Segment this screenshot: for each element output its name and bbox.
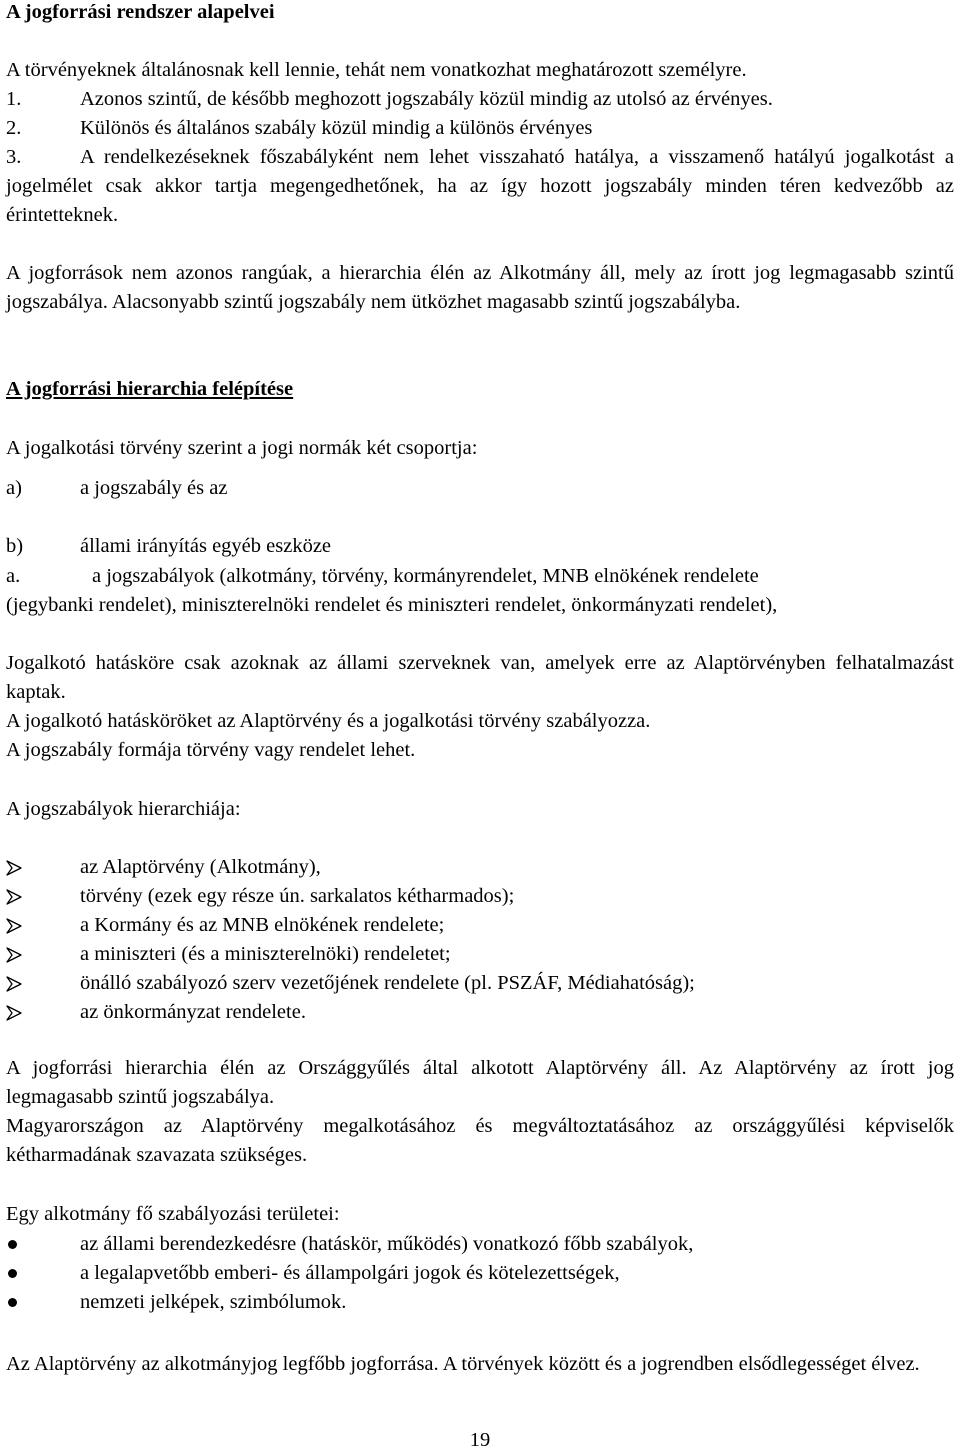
hierarchy-item-text: az önkormányzat rendelete. — [80, 1001, 306, 1023]
principle-text: Különös és általános szabály közül mindig a különös érvényes — [80, 117, 593, 139]
regulated-paragraph: A jogalkotó hatásköröket az Alaptörvény és a jogalkotási törvény szabályozza. — [6, 710, 651, 732]
principle-item — [6, 143, 954, 230]
hierarchy-item-text: törvény (ezek egy része ún. sarkalatos kétharmados); — [80, 885, 515, 907]
page-number: 19 — [469, 1429, 491, 1451]
bullet-dot-icon — [8, 1269, 17, 1278]
bullet-dot-icon — [8, 1298, 17, 1307]
principle-number: 2. — [6, 117, 22, 139]
hierarchy-item — [6, 882, 954, 911]
section-title — [6, 375, 954, 404]
area-item — [6, 1259, 954, 1288]
hierarchy-paragraph: A jogforrások nem azonos rangúak, a hierarchia élén az Alkotmány áll, mely az írott jog legmagasabb szintű jogszabálya. Alacsonyabb szintű jogszabály nem ütközhet magasabb szintű jogszabályba. — [6, 262, 954, 313]
hierarchy-item-text: önálló szabályozó szerv vezetőjének rendelete (pl. PSZÁF, Médiahatóság); — [80, 972, 695, 994]
hierarchy-item-text: az Alaptörvény (Alkotmány), — [80, 856, 321, 878]
group-marker: a) — [6, 477, 22, 499]
bullet-dot-icon — [8, 1240, 17, 1249]
hierarchy-item-text: a Kormány és az MNB elnökének rendelete; — [80, 914, 445, 936]
top-paragraph-2: Magyarországon az Alaptörvény megalkotásához és megváltoztatásához az országgyűlési képviselők kétharmadának szavazata szükséges. — [6, 1115, 954, 1166]
group-text: a jogszabály és az — [80, 477, 228, 499]
group-marker: b) — [6, 535, 24, 557]
area-item — [6, 1288, 954, 1317]
page-title: A jogforrási rendszer alapelvei — [6, 1, 275, 23]
hierarchy-item — [6, 911, 954, 940]
group-text: állami irányítás egyéb eszköze — [80, 535, 332, 557]
arrowhead-bullet-icon — [6, 860, 22, 876]
group-a-line1: a jogszabályok (alkotmány, törvény, kormányrendelet, MNB elnökének rendelete — [92, 565, 759, 587]
hierarchy-item-text: a miniszteri (és a miniszterelnöki) rendeletet; — [80, 943, 451, 965]
area-item — [6, 1230, 954, 1259]
areas-list — [6, 1230, 954, 1317]
group-item — [6, 474, 960, 503]
hierarchy-item — [6, 969, 954, 998]
principle-number: 3. — [6, 146, 22, 168]
areas-title: Egy alkotmány fő szabályozási területei: — [6, 1203, 340, 1225]
form-paragraph: A jogszabály formája törvény vagy rendelet lehet. — [6, 739, 416, 761]
area-item-text: a legalapvetőbb emberi- és állampolgári jogok és kötelezettségek, — [80, 1262, 620, 1284]
principle-text: Azonos szintű, de később meghozott jogszabály közül mindig az utolsó az érvényes. — [80, 88, 773, 110]
arrowhead-bullet-icon — [6, 1005, 22, 1021]
arrowhead-bullet-icon — [6, 889, 22, 905]
groups-intro: A jogalkotási törvény szerint a jogi normák két csoportja: — [6, 437, 478, 459]
top-paragraph-1: A jogforrási hierarchia élén az Országgyűlés által alkotott Alaptörvény áll. Az Alaptörvény az írott jog legmagasabb szintű jogszabálya. — [6, 1057, 954, 1108]
group-a-line2: (jegybanki rendelet), miniszterelnöki rendelet és miniszteri rendelet, önkormányzati rendelet), — [6, 594, 778, 616]
arrowhead-bullet-icon — [6, 918, 22, 934]
arrowhead-bullet-icon — [6, 976, 22, 992]
arrowhead-bullet-icon — [6, 947, 22, 963]
area-item-text: az állami berendezkedésre (hatáskör, működés) vonatkozó főbb szabályok, — [80, 1233, 694, 1255]
hierarchy-item — [6, 998, 954, 1027]
section-title-text: A jogforrási hierarchia felépítése — [6, 378, 294, 400]
intro-paragraph: A törvényeknek általánosnak kell lennie, tehát nem vonatkozhat meghatározott személyre. — [6, 59, 747, 81]
competence-paragraph: Jogalkotó hatásköre csak azoknak az állami szerveknek van, amelyek erre az Alaptörvényben felhatalmazást kaptak. — [6, 652, 954, 703]
area-item-text: nemzeti jelképek, szimbólumok. — [80, 1291, 347, 1313]
principle-text: A rendelkezéseknek főszabályként nem lehet visszaható hatálya, a visszamenő hatályú jogalkotást a jogelmélet csak akkor tartja megengedhetőnek, ha az így hozott jogszabály minden téren kedvezőbb az érintetteknek. — [6, 146, 954, 226]
closing-paragraph: Az Alaptörvény az alkotmányjog legfőbb jogforrása. A törvények között és a jogrendben elsődlegességet élvez. — [6, 1353, 920, 1375]
hierarchy-list — [6, 853, 954, 1027]
group-item — [6, 532, 960, 561]
principle-item — [6, 85, 954, 114]
group-a-definition — [6, 562, 954, 620]
principle-item — [6, 114, 954, 143]
hierarchy-list-title: A jogszabályok hierarchiája: — [6, 798, 241, 820]
group-a-marker: a. — [6, 565, 21, 587]
principle-number: 1. — [6, 88, 22, 110]
hierarchy-item — [6, 853, 954, 882]
hierarchy-item — [6, 940, 954, 969]
